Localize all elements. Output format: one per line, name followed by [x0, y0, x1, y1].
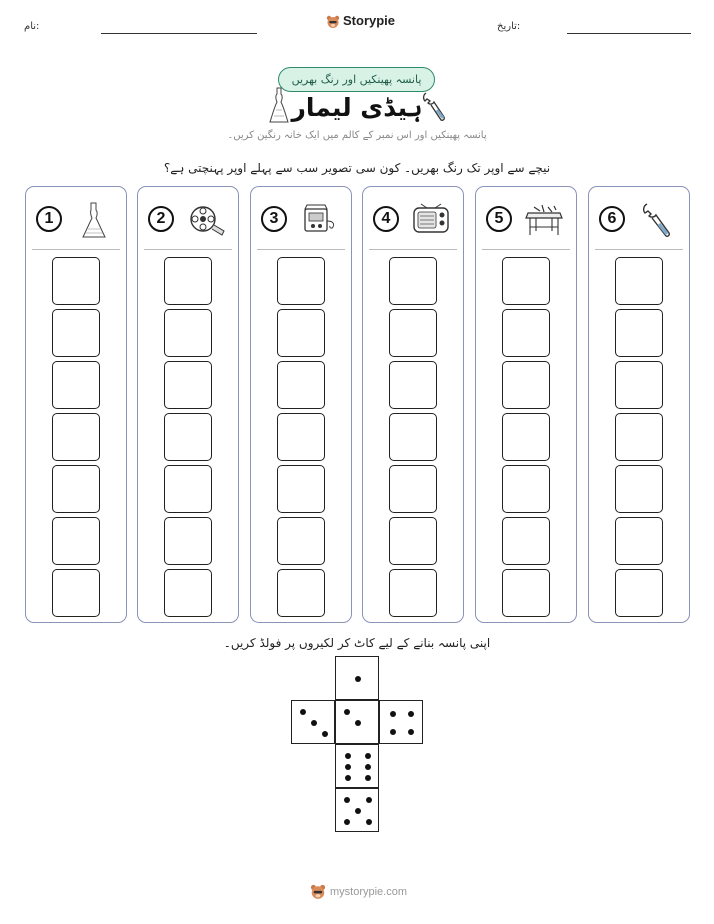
color-cell[interactable] — [615, 361, 663, 409]
film-reel-icon — [186, 201, 226, 239]
pip — [355, 720, 361, 726]
color-cell[interactable] — [277, 465, 325, 513]
column-number: 6 — [599, 206, 625, 232]
color-cell[interactable] — [389, 361, 437, 409]
color-cell[interactable] — [615, 413, 663, 461]
pip — [390, 711, 396, 717]
color-cell[interactable] — [615, 309, 663, 357]
pip — [366, 819, 372, 825]
bear-logo-icon — [310, 884, 326, 900]
pip — [365, 775, 371, 781]
color-cell[interactable] — [52, 569, 100, 617]
color-cell[interactable] — [277, 517, 325, 565]
pip — [366, 797, 372, 803]
color-cell[interactable] — [52, 465, 100, 513]
gown-icon — [74, 201, 114, 239]
pip — [300, 709, 306, 715]
color-cell[interactable] — [502, 517, 550, 565]
column-6 — [588, 186, 690, 623]
color-cell[interactable] — [389, 569, 437, 617]
color-cell[interactable] — [389, 257, 437, 305]
wrench-icon — [422, 91, 448, 123]
pip — [365, 753, 371, 759]
die-face-two — [335, 700, 379, 744]
color-cell[interactable] — [164, 569, 212, 617]
color-cell[interactable] — [52, 309, 100, 357]
color-cell[interactable] — [277, 309, 325, 357]
name-line[interactable] — [101, 33, 257, 34]
column-divider — [595, 249, 683, 250]
color-cell[interactable] — [615, 465, 663, 513]
die-face-one — [335, 656, 379, 700]
wrench-icon — [637, 201, 677, 239]
color-cell[interactable] — [389, 309, 437, 357]
column-divider — [257, 249, 345, 250]
pip — [311, 720, 317, 726]
pip — [345, 775, 351, 781]
pip — [365, 764, 371, 770]
color-cell[interactable] — [502, 465, 550, 513]
gown-icon — [268, 86, 290, 124]
die-face-three — [291, 700, 335, 744]
column-divider — [369, 249, 457, 250]
pip — [355, 808, 361, 814]
storypie-logo — [326, 13, 395, 28]
color-cell[interactable] — [277, 257, 325, 305]
column-number: 1 — [36, 206, 62, 232]
fold-instruction: اپنی پانسہ بنانے کے لیے کاٹ کر لکیروں پر فولڈ کریں۔ — [223, 636, 491, 650]
color-cell[interactable] — [389, 413, 437, 461]
instruction-pill: پانسہ پھینکیں اور رنگ بھریں — [278, 67, 435, 92]
footer-url[interactable]: mystorypie.com — [330, 886, 408, 898]
die-face-four — [379, 700, 423, 744]
column-5 — [475, 186, 577, 623]
color-cell[interactable] — [164, 517, 212, 565]
color-cell[interactable] — [164, 413, 212, 461]
color-cell[interactable] — [277, 413, 325, 461]
pip — [322, 731, 328, 737]
color-cell[interactable] — [615, 569, 663, 617]
name-label: نام: — [24, 21, 40, 32]
radio-device-icon — [299, 201, 339, 239]
pip — [408, 729, 414, 735]
column-2 — [137, 186, 239, 623]
pip — [344, 709, 350, 715]
color-cell[interactable] — [615, 517, 663, 565]
column-3 — [250, 186, 352, 623]
pip — [355, 676, 361, 682]
color-cell[interactable] — [502, 413, 550, 461]
color-cell[interactable] — [52, 413, 100, 461]
date-label: تاریخ: — [497, 21, 521, 32]
pip — [390, 729, 396, 735]
column-4 — [362, 186, 464, 623]
color-cell[interactable] — [52, 257, 100, 305]
color-cell[interactable] — [389, 517, 437, 565]
color-cell[interactable] — [502, 361, 550, 409]
bear-logo-icon — [326, 14, 340, 28]
color-cell[interactable] — [164, 361, 212, 409]
color-cell[interactable] — [164, 465, 212, 513]
column-number: 5 — [486, 206, 512, 232]
column-number: 2 — [148, 206, 174, 232]
color-cell[interactable] — [277, 569, 325, 617]
column-divider — [144, 249, 232, 250]
column-number: 3 — [261, 206, 287, 232]
column-divider — [482, 249, 570, 250]
date-line[interactable] — [567, 33, 691, 34]
page-title: ہیڈی لیمار — [291, 93, 423, 122]
color-cell[interactable] — [502, 309, 550, 357]
pip — [345, 753, 351, 759]
pip — [345, 764, 351, 770]
color-cell[interactable] — [164, 309, 212, 357]
color-cell[interactable] — [502, 569, 550, 617]
color-cell[interactable] — [164, 257, 212, 305]
pip — [408, 711, 414, 717]
color-cell[interactable] — [502, 257, 550, 305]
pip — [344, 819, 350, 825]
color-cell[interactable] — [615, 257, 663, 305]
column-1 — [25, 186, 127, 623]
column-divider — [32, 249, 120, 250]
question-text: نیچے سے اوپر تک رنگ بھریں۔ کون سی تصویر سب سے پہلے اوپر پہنچتی ہے؟ — [163, 161, 551, 175]
color-cell[interactable] — [389, 465, 437, 513]
vintage-radio-icon — [411, 201, 451, 239]
column-number: 4 — [373, 206, 399, 232]
color-cell[interactable] — [277, 361, 325, 409]
die-face-six — [335, 744, 379, 788]
brand-name: Storypie — [343, 13, 396, 28]
footer — [310, 884, 407, 900]
workbench-icon — [524, 201, 564, 239]
subtitle: پانسہ پھینکیں اور اس نمبر کے کالم میں ایک خانہ رنگین کریں۔ — [227, 130, 487, 141]
pip — [344, 797, 350, 803]
color-cell[interactable] — [52, 517, 100, 565]
color-cell[interactable] — [52, 361, 100, 409]
die-face-five — [335, 788, 379, 832]
